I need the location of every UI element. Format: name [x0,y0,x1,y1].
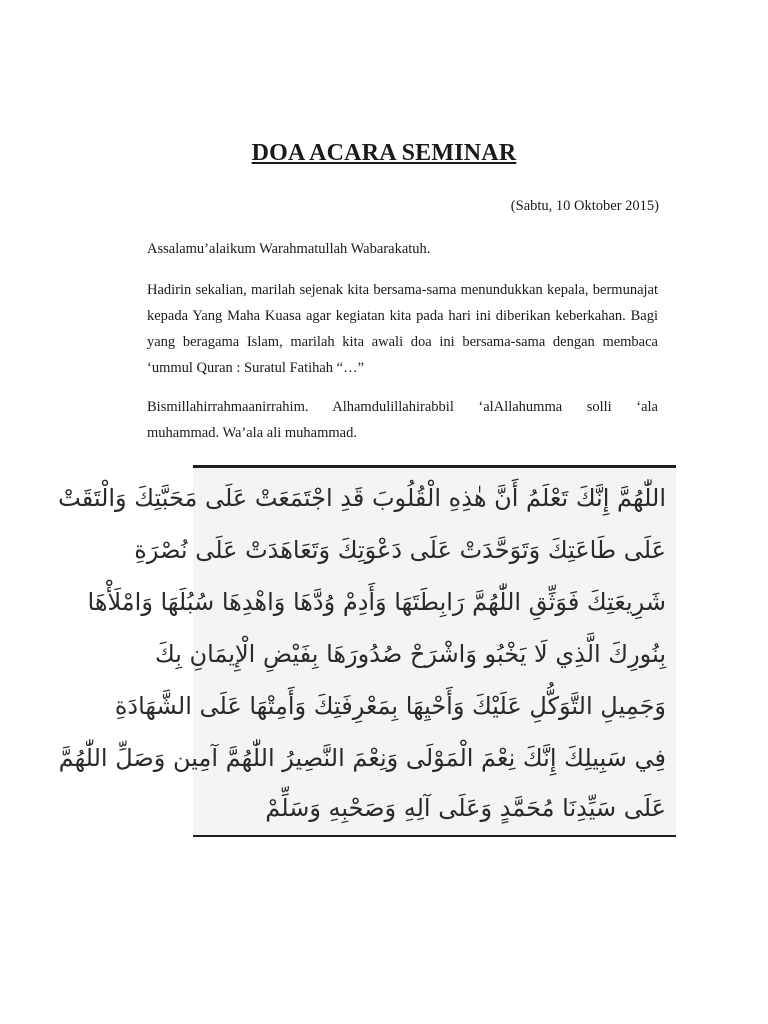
arabic-line-2: عَلَى طَاعَتِكَ وَتَوَحَّدَتْ عَلَى دَعْوَتِكَ وَتَعَاهَدَتْ عَلَى نُصْرَةِ [134,536,666,564]
greeting-text: Assalamu’alaikum Warahmatullah Wabarakatuh. [147,241,431,257]
arabic-line-1: اللّٰهُمَّ إِنَّكَ تَعْلَمُ أَنَّ هٰذِهِ الْقُلُوبَ قَدِ اجْتَمَعَتْ عَلَى مَحَبَّتِكَ وَالْتَقَتْ [58,484,666,512]
basmalah-paragraph [147,394,658,446]
basmalah-line-1: Bismillahirrahmaanirrahim. Alhamdulillahirabbil ‘alAllahumma solli ‘ala [147,399,658,415]
arabic-line-3: شَرِيعَتِكَ فَوَثِّقِ اللّٰهُمَّ رَابِطَتَهَا وَأَدِمْ وُدَّهَا وَاهْدِهَا سُبُلَهَا وَامْلَأْهَا [87,588,666,616]
document-date: (Sabtu, 10 Oktober 2015) [510,198,659,214]
arabic-line-6: فِي سَبِيلِكَ إِنَّكَ نِعْمَ الْمَوْلَى وَنِعْمَ النَّصِيرُ اللّٰهُمَّ آمِين وَصَلِّ اللّٰهُمَّ [58,744,666,772]
basmalah-line-2: muhammad. Wa’ala ali muhammad. [147,425,357,441]
arabic-prayer-image [58,465,676,837]
opening-paragraph: Hadirin sekalian, marilah sejenak kita bersama-sama menundukkan kepala, bermunajat kepada Yang Maha Kuasa agar kegiatan kita pada hari ini diberikan keberkahan. Bagi yang beragama Islam, marilah kita awali doa ini bersama-sama dengan membaca ‘ummul Quran : Suratul Fatihah “…” [147,282,658,376]
document-title: DOA ACARA SEMINAR [251,140,517,166]
arabic-line-4: بِنُورِكَ الَّذِي لَا يَخْبُو وَاشْرَحْ صُدُورَهَا بِفَيْضِ الْإِيمَانِ بِكَ [154,640,666,668]
arabic-line-7: عَلَى سَيِّدِنَا مُحَمَّدٍ وَعَلَى آلِهِ وَصَحْبِهِ وَسَلِّمْ [265,794,666,822]
arabic-line-5: وَجَمِيلِ التَّوَكُّلِ عَلَيْكَ وَأَحْيِهَا بِمَعْرِفَتِكَ وَأَمِتْهَا عَلَى الشَّهَادَةِ [114,692,666,720]
